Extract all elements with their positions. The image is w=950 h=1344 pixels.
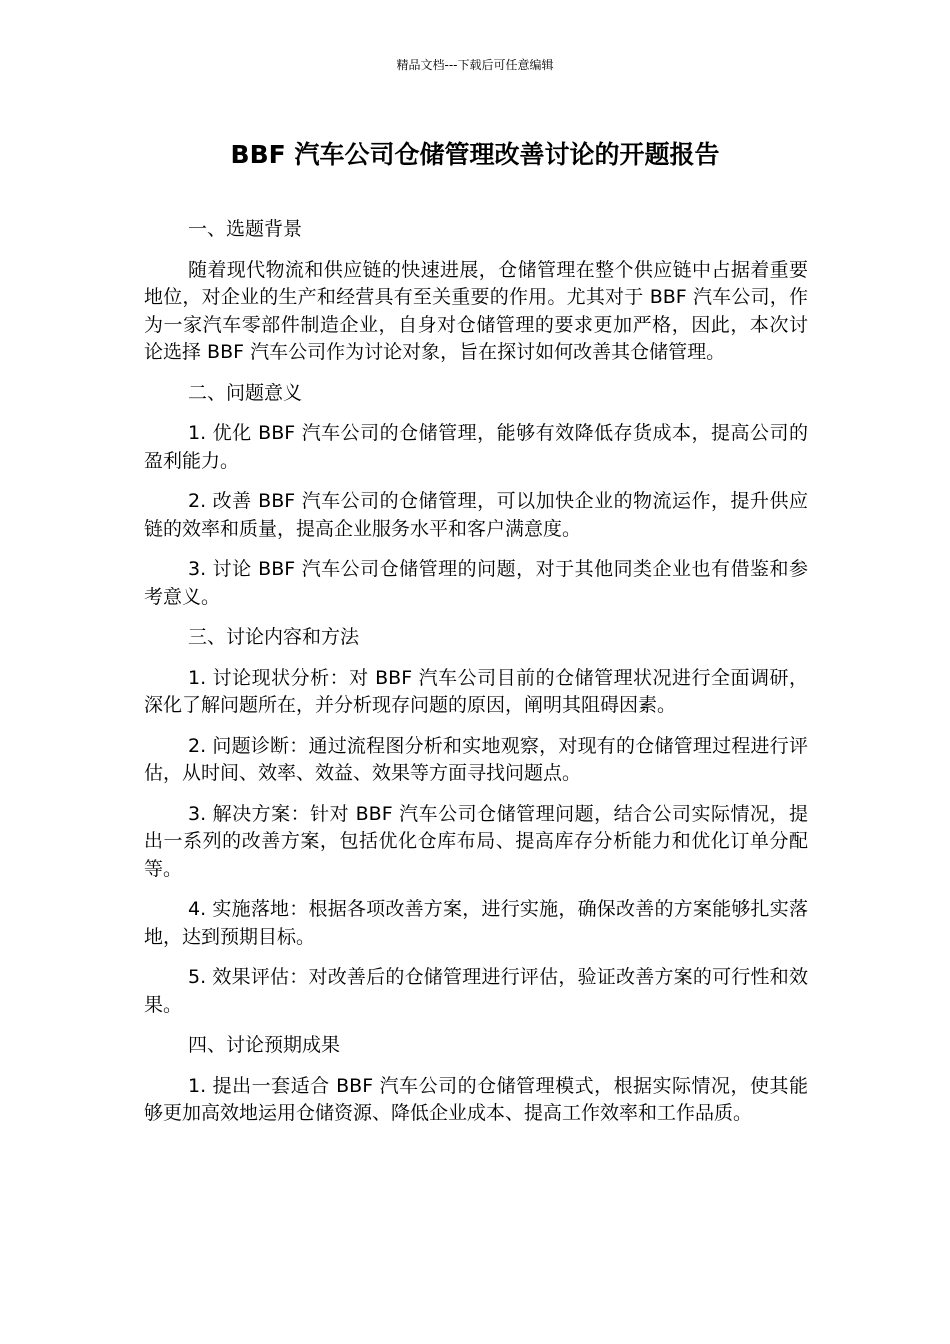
list-item: 1. 讨论现状分析：对 BBF 汽车公司目前的仓储管理状况进行全面调研，深化了解问题所在，并分析现存问题的原因，阐明其阻碍因素。 [144, 666, 808, 716]
list-item: 2. 改善 BBF 汽车公司的仓储管理，可以加快企业的物流运作，提升供应链的效率和质量，提高企业服务水平和客户满意度。 [144, 490, 808, 540]
list-item: 1. 提出一套适合 BBF 汽车公司的仓储管理模式，根据实际情况，使其能够更加高效地运用仓储资源、降低企业成本、提高工作效率和工作品质。 [144, 1074, 808, 1124]
list-item: 2. 问题诊断：通过流程图分析和实地观察，对现有的仓储管理过程进行评估，从时间、效率、效益、效果等方面寻找问题点。 [144, 734, 808, 784]
list-item: 3. 讨论 BBF 汽车公司仓储管理的问题，对于其他同类企业也有借鉴和参考意义。 [144, 558, 808, 608]
paragraph-background: 随着现代物流和供应链的快速进展，仓储管理在整个供应链中占据着重要地位，对企业的生产和经营具有至关重要的作用。尤其对于 BBF 汽车公司，作为一家汽车零部件制造企业，自身对仓储管理的要求更加严格，因此，本次讨论选择 BBF 汽车公司作为讨论对象，旨在探讨如何改善其仓储管理。 [144, 258, 808, 363]
list-item: 4. 实施落地：根据各项改善方案，进行实施，确保改善的方案能够扎实落地，达到预期目标。 [144, 898, 808, 948]
section-heading-significance: 二、问题意义 [188, 381, 303, 404]
list-item: 3. 解决方案：针对 BBF 汽车公司仓储管理问题，结合公司实际情况，提出一系列的改善方案，包括优化仓库布局、提高库存分析能力和优化订单分配等。 [144, 802, 808, 880]
list-item: 5. 效果评估：对改善后的仓储管理进行评估，验证改善方案的可行性和效果。 [144, 966, 808, 1016]
document-body [144, 216, 808, 1141]
list-item: 1. 优化 BBF 汽车公司的仓储管理，能够有效降低存货成本，提高公司的盈利能力。 [144, 422, 808, 472]
document-title: BBF 汽车公司仓储管理改善讨论的开题报告 [230, 140, 720, 169]
section-heading-content: 三、讨论内容和方法 [188, 626, 360, 648]
section-heading-background: 一、选题背景 [188, 218, 303, 240]
header-note: 精品文档---下载后可任意编辑 [396, 58, 554, 72]
section-heading-outcomes: 四、讨论预期成果 [188, 1034, 341, 1056]
